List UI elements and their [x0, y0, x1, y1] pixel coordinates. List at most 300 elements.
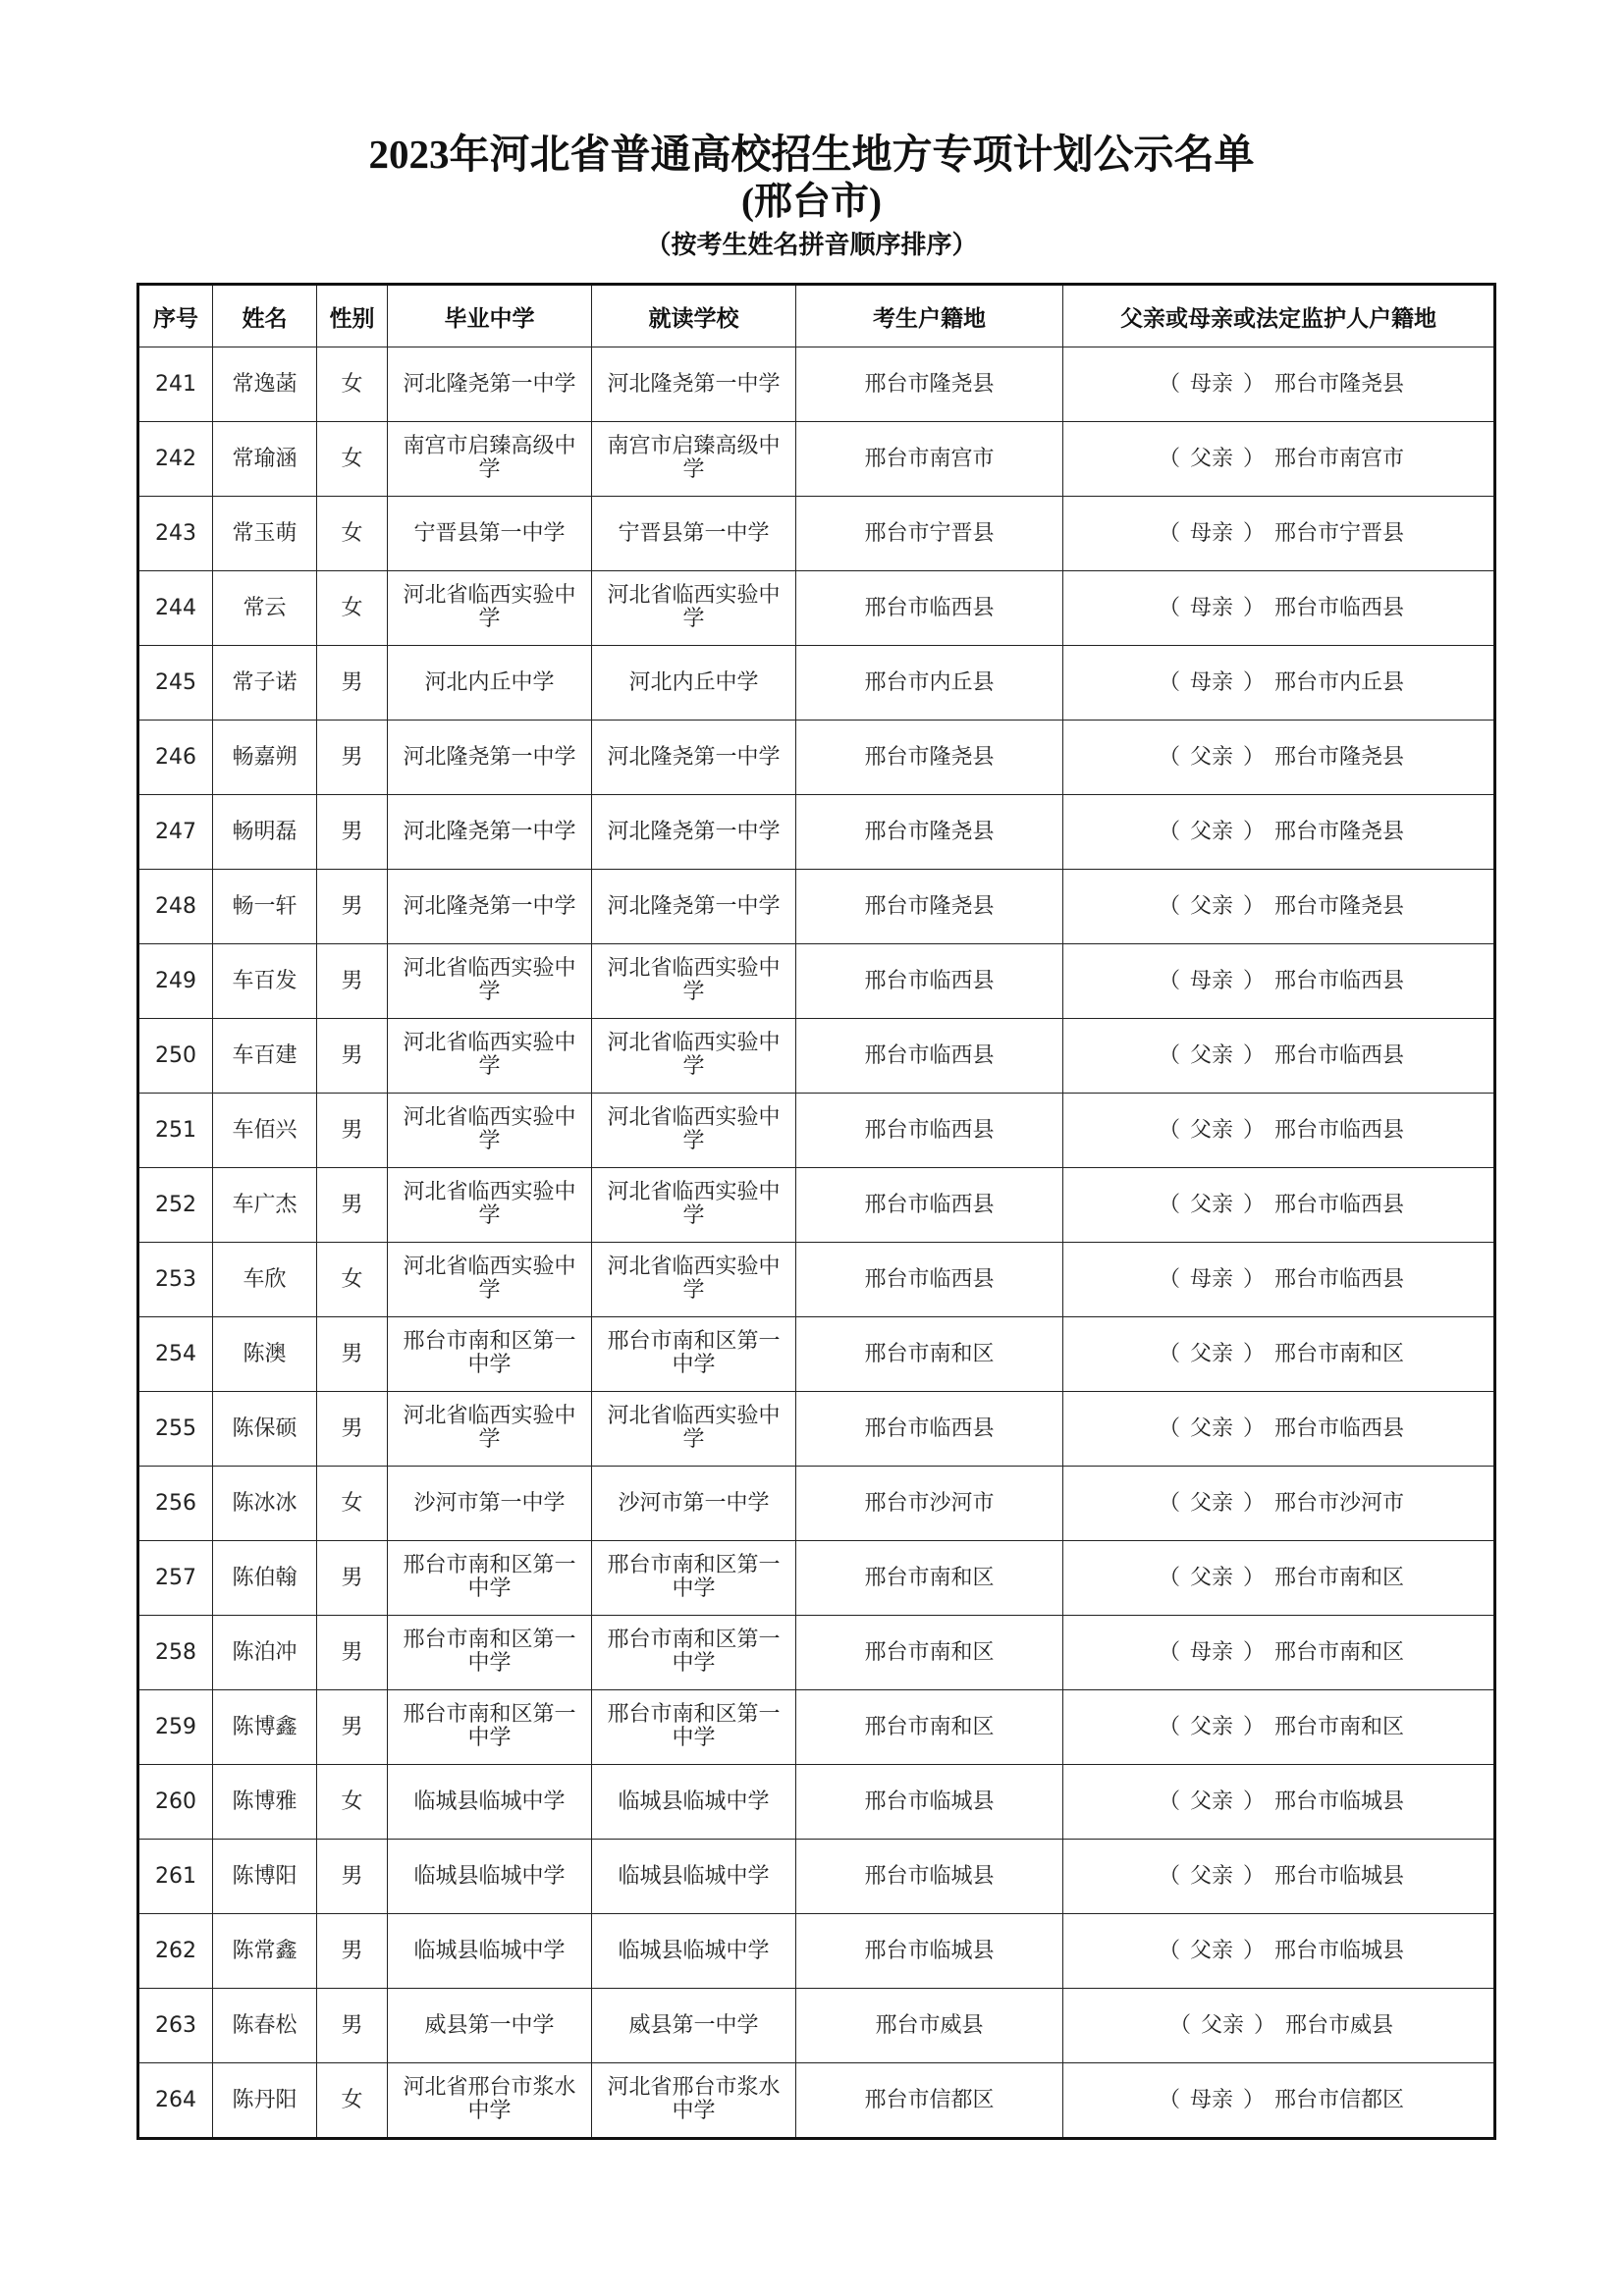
guardian-place: 邢台市临城县 — [1274, 1789, 1405, 1814]
cell-hukou: 邢台市沙河市 — [796, 1467, 1063, 1541]
cell-name: 畅一轩 — [213, 870, 317, 944]
guardian-place: 邢台市隆尧县 — [1274, 744, 1405, 770]
cell-study-school — [592, 422, 796, 497]
cell-name: 陈伯翰 — [213, 1541, 317, 1616]
cell-no: 260 — [138, 1765, 213, 1840]
cell-study-school-text: 河北隆尧第一中学 — [607, 893, 781, 919]
guardian-relation: 母亲 — [1189, 595, 1233, 620]
cell-study-school — [592, 1840, 796, 1914]
guardian-place: 邢台市南宫市 — [1274, 446, 1405, 471]
cell-guardian-hukou: （ 父亲 ） 邢台市南和区 — [1063, 1541, 1495, 1616]
cell-grad-school-text: 河北隆尧第一中学 — [403, 893, 576, 919]
cell-no: 261 — [138, 1840, 213, 1914]
page-subtitle-city: (邢台市) — [741, 181, 882, 223]
cell-guardian-hukou: （ 母亲 ） 邢台市隆尧县 — [1063, 347, 1495, 422]
cell-hukou: 邢台市隆尧县 — [796, 795, 1063, 870]
guardian-relation: 母亲 — [1189, 2087, 1233, 2112]
guardian-place: 邢台市临西县 — [1274, 1266, 1405, 1292]
cell-no: 247 — [138, 795, 213, 870]
cell-hukou: 邢台市临城县 — [796, 1840, 1063, 1914]
guardian-place: 邢台市信都区 — [1274, 2087, 1405, 2112]
cell-grad-school-text: 邢台市南和区第一中学 — [403, 1553, 576, 1601]
cell-grad-school-text: 河北隆尧第一中学 — [403, 744, 576, 770]
cell-no: 251 — [138, 1094, 213, 1168]
cell-study-school-text: 河北省临西实验中学 — [607, 956, 781, 1004]
cell-grad-school — [388, 1840, 592, 1914]
cell-name: 常子诺 — [213, 646, 317, 721]
guardian-relation: 父亲 — [1189, 1789, 1233, 1814]
cell-guardian-hukou: （ 父亲 ） 邢台市临西县 — [1063, 1392, 1495, 1467]
guardian-place: 邢台市宁晋县 — [1274, 520, 1405, 546]
guardian-relation: 母亲 — [1189, 669, 1233, 695]
guardian-relation: 父亲 — [1189, 893, 1233, 919]
guardian-relation: 父亲 — [1189, 819, 1233, 844]
cell-hukou: 邢台市临西县 — [796, 944, 1063, 1019]
guardian-place: 邢台市临城县 — [1274, 1938, 1405, 1963]
cell-grad-school-text: 邢台市南和区第一中学 — [403, 1628, 576, 1676]
table-row — [138, 1616, 1495, 1690]
cell-study-school-text: 河北省临西实验中学 — [607, 1404, 781, 1452]
cell-hukou: 邢台市宁晋县 — [796, 497, 1063, 571]
cell-name: 畅嘉朔 — [213, 721, 317, 795]
guardian-place: 邢台市南和区 — [1274, 1714, 1405, 1739]
cell-guardian-hukou: （ 母亲 ） 邢台市宁晋县 — [1063, 497, 1495, 571]
cell-grad-school — [388, 1541, 592, 1616]
cell-gender: 女 — [317, 422, 388, 497]
column-header-study-school: 就读学校 — [592, 285, 796, 347]
cell-grad-school-text: 河北内丘中学 — [424, 669, 555, 695]
cell-name: 陈冰冰 — [213, 1467, 317, 1541]
cell-grad-school — [388, 795, 592, 870]
guardian-place: 邢台市沙河市 — [1274, 1490, 1405, 1516]
guardian-relation: 母亲 — [1189, 371, 1233, 397]
cell-no: 249 — [138, 944, 213, 1019]
cell-gender: 男 — [317, 1168, 388, 1243]
cell-hukou: 邢台市南和区 — [796, 1616, 1063, 1690]
cell-hukou: 邢台市隆尧县 — [796, 870, 1063, 944]
cell-hukou: 邢台市临西县 — [796, 571, 1063, 646]
cell-study-school-text: 河北省邢台市浆水中学 — [607, 2075, 781, 2123]
guardian-place: 邢台市临西县 — [1274, 1192, 1405, 1217]
cell-name: 车佰兴 — [213, 1094, 317, 1168]
table-row — [138, 2063, 1495, 2139]
cell-name: 常逸菡 — [213, 347, 317, 422]
cell-grad-school-text: 邢台市南和区第一中学 — [403, 1329, 576, 1377]
cell-guardian-hukou: （ 父亲 ） 邢台市沙河市 — [1063, 1467, 1495, 1541]
cell-no: 243 — [138, 497, 213, 571]
cell-no: 248 — [138, 870, 213, 944]
cell-guardian-hukou: （ 父亲 ） 邢台市临城县 — [1063, 1840, 1495, 1914]
cell-grad-school — [388, 1765, 592, 1840]
cell-name: 常云 — [213, 571, 317, 646]
column-header-guardian-hukou: 父亲或母亲或法定监护人户籍地 — [1063, 285, 1495, 347]
guardian-place: 邢台市南和区 — [1274, 1565, 1405, 1590]
cell-study-school — [592, 1243, 796, 1317]
cell-name: 车百建 — [213, 1019, 317, 1094]
cell-name: 陈保硕 — [213, 1392, 317, 1467]
cell-hukou: 邢台市隆尧县 — [796, 347, 1063, 422]
guardian-relation: 父亲 — [1189, 1565, 1233, 1590]
table-row — [138, 1392, 1495, 1467]
table-row — [138, 1840, 1495, 1914]
cell-gender: 男 — [317, 1616, 388, 1690]
guardian-relation: 母亲 — [1189, 968, 1233, 993]
table-row — [138, 497, 1495, 571]
page-title: 2023年河北省普通高校招生地方专项计划公示名单 — [368, 132, 1255, 177]
cell-guardian-hukou: （ 父亲 ） 邢台市临西县 — [1063, 1094, 1495, 1168]
cell-name: 陈澳 — [213, 1317, 317, 1392]
cell-study-school — [592, 795, 796, 870]
cell-grad-school — [388, 347, 592, 422]
guardian-relation: 父亲 — [1189, 1117, 1233, 1143]
cell-gender: 男 — [317, 721, 388, 795]
cell-gender: 女 — [317, 2063, 388, 2139]
table-row — [138, 1989, 1495, 2063]
cell-grad-school-text: 南宫市启臻高级中学 — [403, 434, 576, 482]
guardian-relation: 母亲 — [1189, 1266, 1233, 1292]
table-row — [138, 1019, 1495, 1094]
cell-grad-school-text: 河北省临西实验中学 — [403, 1404, 576, 1452]
cell-no: 254 — [138, 1317, 213, 1392]
table-row — [138, 571, 1495, 646]
guardian-relation: 父亲 — [1200, 2012, 1244, 2038]
table-row — [138, 870, 1495, 944]
cell-guardian-hukou: （ 母亲 ） 邢台市内丘县 — [1063, 646, 1495, 721]
cell-gender: 女 — [317, 347, 388, 422]
guardian-place: 邢台市临西县 — [1274, 1042, 1405, 1068]
cell-grad-school-text: 威县第一中学 — [424, 2012, 555, 2038]
guardian-place: 邢台市隆尧县 — [1274, 893, 1405, 919]
cell-study-school-text: 临城县临城中学 — [618, 1938, 770, 1963]
cell-study-school-text: 河北隆尧第一中学 — [607, 744, 781, 770]
cell-study-school — [592, 1168, 796, 1243]
cell-gender: 女 — [317, 1243, 388, 1317]
cell-grad-school — [388, 497, 592, 571]
column-header-name: 姓名 — [213, 285, 317, 347]
guardian-relation: 父亲 — [1189, 446, 1233, 471]
cell-grad-school-text: 临城县临城中学 — [413, 1863, 566, 1889]
cell-no: 263 — [138, 1989, 213, 2063]
cell-grad-school-text: 河北隆尧第一中学 — [403, 819, 576, 844]
cell-grad-school — [388, 1094, 592, 1168]
cell-grad-school-text: 河北省邢台市浆水中学 — [403, 2075, 576, 2123]
table-row — [138, 1467, 1495, 1541]
table-row — [138, 1243, 1495, 1317]
cell-hukou: 邢台市内丘县 — [796, 646, 1063, 721]
table-row — [138, 944, 1495, 1019]
cell-study-school-text: 威县第一中学 — [628, 2012, 759, 2038]
cell-gender: 男 — [317, 1840, 388, 1914]
guardian-relation: 父亲 — [1189, 1863, 1233, 1889]
table-row — [138, 347, 1495, 422]
cell-grad-school — [388, 2063, 592, 2139]
guardian-relation: 父亲 — [1189, 744, 1233, 770]
cell-name: 常瑜涵 — [213, 422, 317, 497]
column-header-hukou: 考生户籍地 — [796, 285, 1063, 347]
cell-grad-school-text: 河北省临西实验中学 — [403, 956, 576, 1004]
cell-hukou: 邢台市信都区 — [796, 2063, 1063, 2139]
cell-study-school — [592, 1467, 796, 1541]
cell-grad-school — [388, 646, 592, 721]
cell-gender: 男 — [317, 1392, 388, 1467]
cell-grad-school-text: 河北省临西实验中学 — [403, 1031, 576, 1079]
cell-study-school — [592, 1616, 796, 1690]
cell-guardian-hukou: （ 父亲 ） 邢台市临西县 — [1063, 1168, 1495, 1243]
cell-no: 250 — [138, 1019, 213, 1094]
cell-no: 255 — [138, 1392, 213, 1467]
cell-guardian-hukou: （ 母亲 ） 邢台市信都区 — [1063, 2063, 1495, 2139]
guardian-place: 邢台市南和区 — [1274, 1341, 1405, 1366]
cell-no: 256 — [138, 1467, 213, 1541]
column-header-no: 序号 — [138, 285, 213, 347]
cell-grad-school-text: 河北省临西实验中学 — [403, 1255, 576, 1303]
cell-guardian-hukou: （ 母亲 ） 邢台市临西县 — [1063, 1243, 1495, 1317]
cell-grad-school — [388, 944, 592, 1019]
cell-grad-school — [388, 1467, 592, 1541]
cell-guardian-hukou: （ 父亲 ） 邢台市南和区 — [1063, 1317, 1495, 1392]
cell-name: 陈春松 — [213, 1989, 317, 2063]
cell-grad-school-text: 沙河市第一中学 — [413, 1490, 566, 1516]
cell-study-school-text: 邢台市南和区第一中学 — [607, 1628, 781, 1676]
guardian-relation: 父亲 — [1189, 1714, 1233, 1739]
cell-guardian-hukou: （ 父亲 ） 邢台市隆尧县 — [1063, 795, 1495, 870]
cell-study-school-text: 河北省临西实验中学 — [607, 1031, 781, 1079]
column-header-gender: 性别 — [317, 285, 388, 347]
cell-hukou: 邢台市隆尧县 — [796, 721, 1063, 795]
cell-gender: 男 — [317, 944, 388, 1019]
guardian-relation: 父亲 — [1189, 1042, 1233, 1068]
guardian-relation: 父亲 — [1189, 1415, 1233, 1441]
cell-grad-school — [388, 1019, 592, 1094]
cell-no: 245 — [138, 646, 213, 721]
cell-no: 252 — [138, 1168, 213, 1243]
cell-study-school-text: 河北省临西实验中学 — [607, 583, 781, 631]
cell-no: 241 — [138, 347, 213, 422]
cell-study-school — [592, 1019, 796, 1094]
cell-grad-school — [388, 1616, 592, 1690]
cell-grad-school — [388, 1317, 592, 1392]
cell-no: 242 — [138, 422, 213, 497]
table-row — [138, 1094, 1495, 1168]
cell-grad-school — [388, 422, 592, 497]
cell-study-school-text: 邢台市南和区第一中学 — [607, 1329, 781, 1377]
cell-grad-school-text: 河北隆尧第一中学 — [403, 371, 576, 397]
cell-no: 246 — [138, 721, 213, 795]
cell-gender: 男 — [317, 795, 388, 870]
guardian-place: 邢台市临西县 — [1274, 595, 1405, 620]
table-header-row — [138, 285, 1495, 347]
cell-name: 陈丹阳 — [213, 2063, 317, 2139]
guardian-relation: 母亲 — [1189, 1639, 1233, 1665]
guardian-relation: 母亲 — [1189, 520, 1233, 546]
table-body — [138, 347, 1495, 2139]
cell-grad-school-text: 河北省临西实验中学 — [403, 583, 576, 631]
cell-study-school — [592, 571, 796, 646]
cell-guardian-hukou: （ 父亲 ） 邢台市临城县 — [1063, 1914, 1495, 1989]
cell-name: 陈博鑫 — [213, 1690, 317, 1765]
cell-study-school-text: 河北隆尧第一中学 — [607, 819, 781, 844]
table-row — [138, 721, 1495, 795]
cell-name: 陈常鑫 — [213, 1914, 317, 1989]
cell-grad-school-text: 临城县临城中学 — [413, 1938, 566, 1963]
cell-study-school — [592, 1989, 796, 2063]
cell-study-school — [592, 347, 796, 422]
cell-no: 258 — [138, 1616, 213, 1690]
cell-study-school — [592, 1392, 796, 1467]
cell-no: 253 — [138, 1243, 213, 1317]
cell-study-school-text: 沙河市第一中学 — [618, 1490, 770, 1516]
guardian-place: 邢台市威县 — [1285, 2012, 1394, 2038]
cell-study-school — [592, 1541, 796, 1616]
cell-study-school — [592, 2063, 796, 2139]
cell-hukou: 邢台市临城县 — [796, 1914, 1063, 1989]
cell-hukou: 邢台市威县 — [796, 1989, 1063, 2063]
roster-table — [136, 283, 1496, 2140]
cell-gender: 男 — [317, 1914, 388, 1989]
cell-gender: 女 — [317, 497, 388, 571]
table-row — [138, 1317, 1495, 1392]
cell-study-school-text: 邢台市南和区第一中学 — [607, 1702, 781, 1750]
cell-gender: 男 — [317, 1317, 388, 1392]
cell-gender: 男 — [317, 1019, 388, 1094]
cell-study-school-text: 河北内丘中学 — [628, 669, 759, 695]
table-row — [138, 646, 1495, 721]
table-row — [138, 1690, 1495, 1765]
cell-grad-school-text: 临城县临城中学 — [413, 1789, 566, 1814]
cell-grad-school — [388, 721, 592, 795]
cell-guardian-hukou: （ 父亲 ） 邢台市隆尧县 — [1063, 870, 1495, 944]
cell-no: 259 — [138, 1690, 213, 1765]
cell-grad-school — [388, 1243, 592, 1317]
page-sort-note: （按考生姓名拼音顺序排序） — [645, 231, 978, 259]
cell-grad-school — [388, 1989, 592, 2063]
cell-study-school — [592, 1765, 796, 1840]
cell-study-school-text: 河北省临西实验中学 — [607, 1105, 781, 1153]
cell-gender: 男 — [317, 1690, 388, 1765]
cell-guardian-hukou: （ 父亲 ） 邢台市威县 — [1063, 1989, 1495, 2063]
cell-no: 262 — [138, 1914, 213, 1989]
cell-grad-school — [388, 571, 592, 646]
cell-hukou: 邢台市南和区 — [796, 1317, 1063, 1392]
cell-name: 陈博阳 — [213, 1840, 317, 1914]
cell-name: 车欣 — [213, 1243, 317, 1317]
guardian-place: 邢台市南和区 — [1274, 1639, 1405, 1665]
guardian-place: 邢台市临城县 — [1274, 1863, 1405, 1889]
cell-name: 畅明磊 — [213, 795, 317, 870]
cell-gender: 男 — [317, 1989, 388, 2063]
cell-study-school — [592, 870, 796, 944]
cell-hukou: 邢台市临西县 — [796, 1019, 1063, 1094]
cell-hukou: 邢台市临西县 — [796, 1392, 1063, 1467]
cell-study-school-text: 邢台市南和区第一中学 — [607, 1553, 781, 1601]
guardian-place: 邢台市临西县 — [1274, 1117, 1405, 1143]
cell-gender: 男 — [317, 1094, 388, 1168]
cell-name: 陈博雅 — [213, 1765, 317, 1840]
cell-study-school-text: 河北省临西实验中学 — [607, 1180, 781, 1228]
cell-gender: 男 — [317, 646, 388, 721]
cell-grad-school — [388, 870, 592, 944]
cell-guardian-hukou: （ 父亲 ） 邢台市南宫市 — [1063, 422, 1495, 497]
table-row — [138, 1541, 1495, 1616]
cell-study-school — [592, 1914, 796, 1989]
cell-study-school — [592, 1094, 796, 1168]
cell-hukou: 邢台市南和区 — [796, 1541, 1063, 1616]
table-row — [138, 1168, 1495, 1243]
table-row — [138, 1914, 1495, 1989]
cell-guardian-hukou: （ 母亲 ） 邢台市临西县 — [1063, 944, 1495, 1019]
cell-no: 257 — [138, 1541, 213, 1616]
cell-study-school-text: 南宫市启臻高级中学 — [607, 434, 781, 482]
cell-study-school-text: 临城县临城中学 — [618, 1863, 770, 1889]
guardian-relation: 父亲 — [1189, 1490, 1233, 1516]
cell-hukou: 邢台市南宫市 — [796, 422, 1063, 497]
cell-hukou: 邢台市临西县 — [796, 1243, 1063, 1317]
cell-gender: 男 — [317, 870, 388, 944]
cell-grad-school-text: 河北省临西实验中学 — [403, 1180, 576, 1228]
cell-name: 陈泊冲 — [213, 1616, 317, 1690]
cell-name: 车百发 — [213, 944, 317, 1019]
guardian-place: 邢台市临西县 — [1274, 968, 1405, 993]
guardian-place: 邢台市内丘县 — [1274, 669, 1405, 695]
cell-grad-school — [388, 1690, 592, 1765]
table-row — [138, 1765, 1495, 1840]
guardian-relation: 父亲 — [1189, 1341, 1233, 1366]
cell-name: 车广杰 — [213, 1168, 317, 1243]
cell-study-school-text: 宁晋县第一中学 — [618, 520, 770, 546]
table-row — [138, 422, 1495, 497]
cell-guardian-hukou: （ 父亲 ） 邢台市南和区 — [1063, 1690, 1495, 1765]
cell-gender: 女 — [317, 1765, 388, 1840]
cell-study-school — [592, 1317, 796, 1392]
cell-hukou: 邢台市南和区 — [796, 1690, 1063, 1765]
cell-no: 244 — [138, 571, 213, 646]
guardian-place: 邢台市临西县 — [1274, 1415, 1405, 1441]
cell-no: 264 — [138, 2063, 213, 2139]
guardian-place: 邢台市隆尧县 — [1274, 371, 1405, 397]
cell-study-school-text: 河北隆尧第一中学 — [607, 371, 781, 397]
cell-grad-school — [388, 1168, 592, 1243]
cell-name: 常玉萌 — [213, 497, 317, 571]
cell-gender: 男 — [317, 1541, 388, 1616]
cell-grad-school — [388, 1914, 592, 1989]
cell-study-school — [592, 721, 796, 795]
cell-hukou: 邢台市临西县 — [796, 1094, 1063, 1168]
cell-grad-school-text: 宁晋县第一中学 — [413, 520, 566, 546]
cell-study-school-text: 临城县临城中学 — [618, 1789, 770, 1814]
guardian-relation: 父亲 — [1189, 1192, 1233, 1217]
cell-grad-school-text: 河北省临西实验中学 — [403, 1105, 576, 1153]
cell-study-school — [592, 1690, 796, 1765]
cell-hukou: 邢台市临城县 — [796, 1765, 1063, 1840]
cell-gender: 女 — [317, 571, 388, 646]
cell-hukou: 邢台市临西县 — [796, 1168, 1063, 1243]
guardian-relation: 父亲 — [1189, 1938, 1233, 1963]
cell-grad-school — [388, 1392, 592, 1467]
cell-guardian-hukou: （ 父亲 ） 邢台市隆尧县 — [1063, 721, 1495, 795]
cell-study-school-text: 河北省临西实验中学 — [607, 1255, 781, 1303]
cell-guardian-hukou: （ 父亲 ） 邢台市临城县 — [1063, 1765, 1495, 1840]
cell-study-school — [592, 646, 796, 721]
column-header-grad-school: 毕业中学 — [388, 285, 592, 347]
cell-study-school — [592, 944, 796, 1019]
guardian-place: 邢台市隆尧县 — [1274, 819, 1405, 844]
cell-guardian-hukou: （ 父亲 ） 邢台市临西县 — [1063, 1019, 1495, 1094]
table-row — [138, 795, 1495, 870]
cell-gender: 女 — [317, 1467, 388, 1541]
cell-study-school — [592, 497, 796, 571]
cell-grad-school-text: 邢台市南和区第一中学 — [403, 1702, 576, 1750]
cell-guardian-hukou: （ 母亲 ） 邢台市南和区 — [1063, 1616, 1495, 1690]
